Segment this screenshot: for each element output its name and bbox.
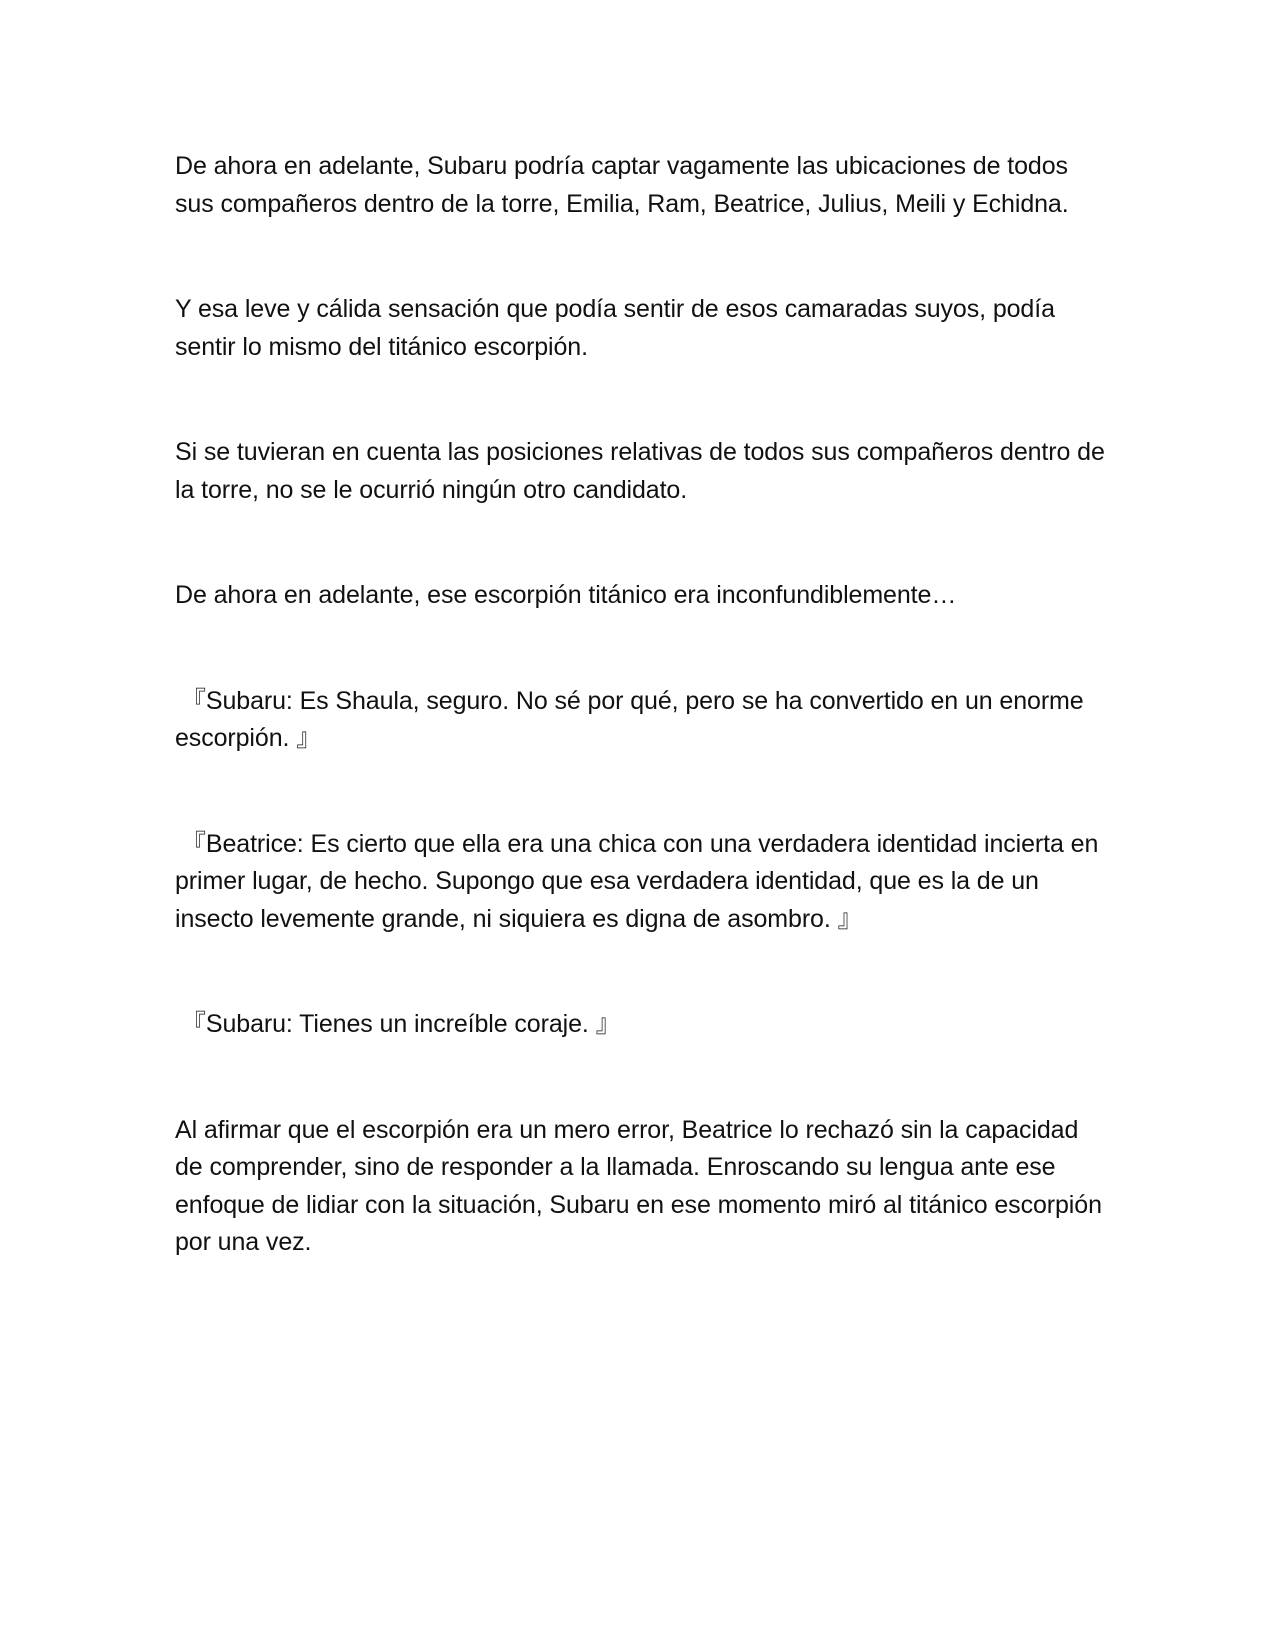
body-text [175, 148, 1105, 1262]
paragraph-3: Si se tuvieran en cuenta las posiciones relativas de todos sus compañeros dentro de la torre, no se le ocurrió ningún otro candidato. [175, 438, 1105, 504]
dialogue-subaru-2: 『Subaru: Tienes un increíble coraje. 』 [181, 1010, 621, 1038]
paragraph-1: De ahora en adelante, Subaru podría captar vagamente las ubicaciones de todos sus compañeros dentro de la torre, Emilia, Ram, Beatrice, Julius, Meili y Echidna. [175, 152, 1069, 218]
dialogue-beatrice: 『Beatrice: Es cierto que ella era una chica con una verdadera identidad incierta en primer lugar, de hecho. Supongo que esa verdadera identidad, que es la de un insecto levemente grande, ni siquiera es digna de asombro. 』 [175, 829, 1099, 933]
paragraph-2: Y esa leve y cálida sensación que podía sentir de esos camaradas suyos, podía sentir lo mismo del titánico escorpión. [175, 295, 1055, 361]
dialogue-subaru-1: 『Subaru: Es Shaula, seguro. No sé por qué, pero se ha convertido en un enorme escorpión. 』 [175, 686, 1084, 752]
paragraph-4: De ahora en adelante, ese escorpión titánico era inconfundiblemente… [175, 581, 957, 609]
paragraph-8: Al afirmar que el escorpión era un mero error, Beatrice lo rechazó sin la capacidad de comprender, sino de responder a la llamada. Enroscando su lengua ante ese enfoque de lidiar con la situación, Subaru en ese momento miró al titánico escorpión por una vez. [175, 1115, 1102, 1256]
